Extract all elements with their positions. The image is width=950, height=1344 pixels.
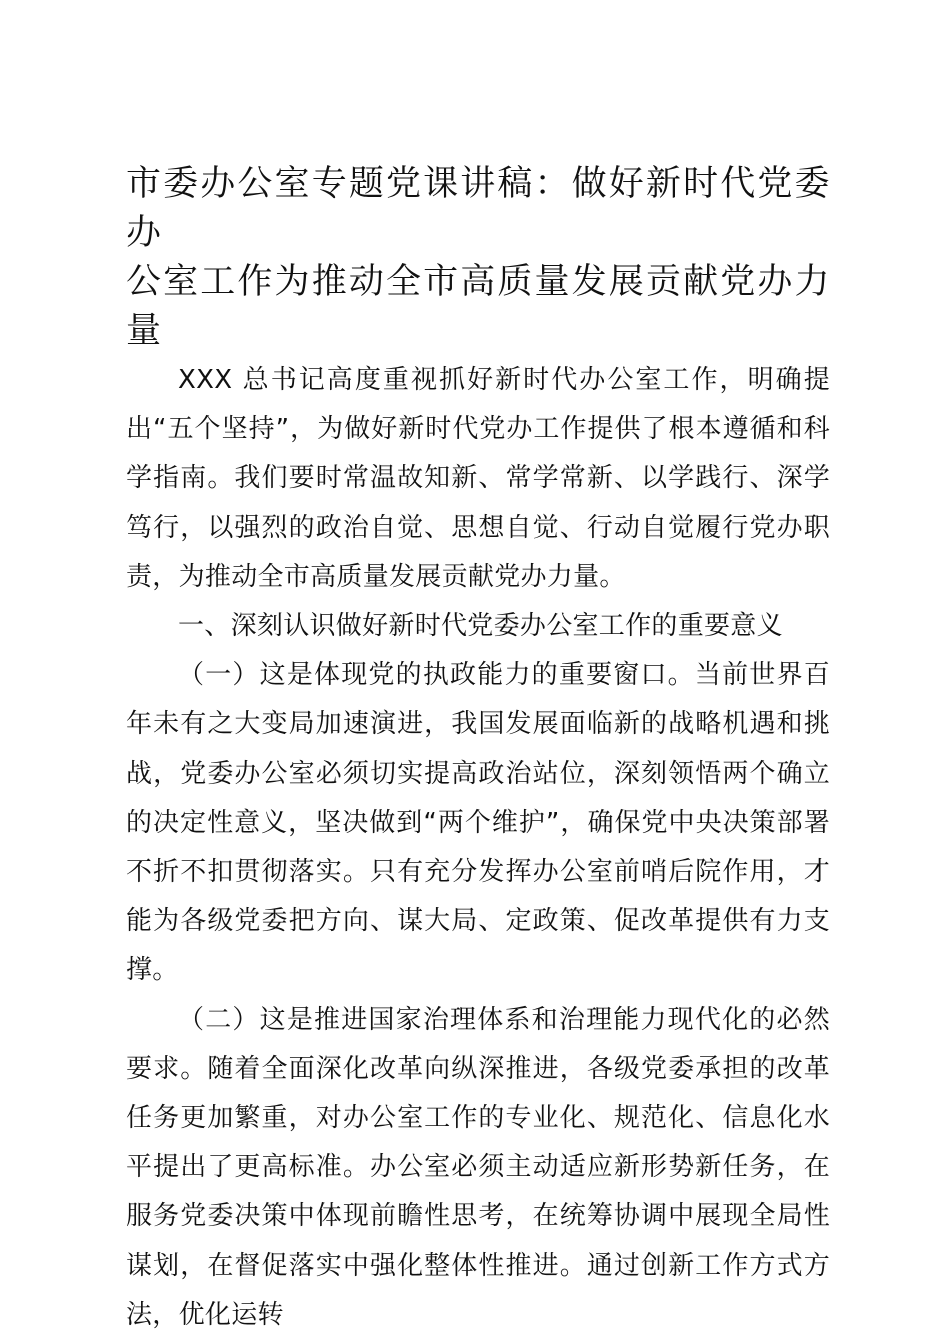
section-1-heading: 一、深刻认识做好新时代党委办公室工作的重要意义 — [178, 611, 783, 642]
point-1-paragraph: （一）这是体现党的执政能力的重要窗口。当前世界百年未有之大变局加速演进，我国发展面临新的战略机遇和挑战，党委办公室必须切实提高政治站位，深刻领悟两个确立的决定性意义，坚决做到“两个维护”，确保党中央决策部署不折不扣贯彻落实。只有充分发挥办公室前哨后院作用，才能为各级党委把方向、谋大局、定政策、促改革提供有力支撑。 — [126, 660, 830, 986]
document-page — [126, 160, 830, 1340]
title-line-2: 公室工作为推动全市高质量发展贡献党办力量 — [126, 262, 830, 351]
intro-paragraph: XXX 总书记高度重视抓好新时代办公室工作，明确提出“五个坚持”，为做好新时代党办工作提供了根本遵循和科学指南。我们要时常温故知新、常学常新、以学践行、深学笃行，以强烈的政治自觉、思想自觉、行动自觉履行党办职责，为推动全市高质量发展贡献党办力量。 — [126, 365, 830, 592]
title-line-1: 市委办公室专题党课讲稿：做好新时代党委办 — [126, 164, 830, 253]
document-title — [126, 160, 830, 356]
point-2-paragraph: （二）这是推进国家治理体系和治理能力现代化的必然要求。随着全面深化改革向纵深推进，各级党委承担的改革任务更加繁重，对办公室工作的专业化、规范化、信息化水平提出了更高标准。办公室必须主动适应新形势新任务，在服务党委决策中体现前瞻性思考，在统筹协调中展现全局性谋划，在督促落实中强化整体性推进。通过创新工作方式方法，优化运转 — [126, 1004, 830, 1330]
